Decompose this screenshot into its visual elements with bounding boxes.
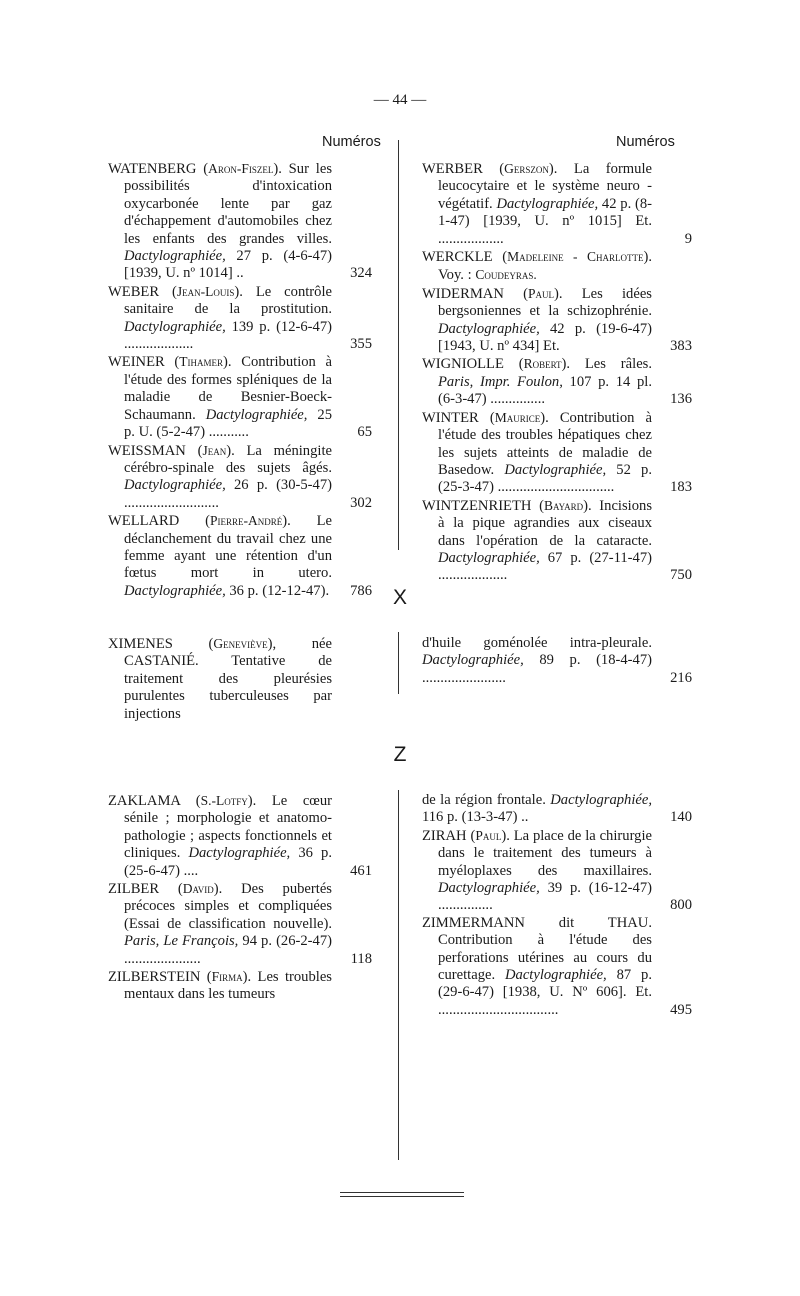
entry-details: 36 p. (12-12-47). bbox=[225, 582, 330, 599]
entry-number: 461 bbox=[350, 862, 372, 879]
entry-title: , née CASTANIÉ. Tentative de traitement des pleurésies purulentes tuberculeuses par injections bbox=[124, 636, 332, 722]
author-surname: WELLARD bbox=[108, 513, 180, 530]
bibliography-entry: WIGNIOLLE (Robert). Les râles. Paris, Impr. Foulon, 107 p. 14 pl. (6-3-47) ............... 136 bbox=[422, 356, 692, 408]
entry-number: 302 bbox=[350, 494, 372, 511]
section-letter: Z bbox=[393, 743, 407, 766]
entry-title: . Le contrôle sanitaire de la prostitution. bbox=[124, 283, 333, 318]
bibliography-entry: ZILBER (David). Des pubertés précoces simples et compliquées (Essai de classification nouvelle). Paris, Le François, 94 p. (26-2-47) ..................... 118 bbox=[108, 881, 372, 967]
entry-publication: Dactylographiée, bbox=[124, 477, 226, 494]
entry-title: . Incisions à la pique agrandies aux ciseaux dans l'opération de la cataracte. bbox=[438, 497, 652, 549]
author-given-name: Robert bbox=[523, 356, 562, 372]
entry-title: . Contribution à l'étude des formes spléniques de la maladie de Besnier-Boeck-Schaumann. bbox=[124, 354, 332, 423]
bibliography-entry: WEINER (Tihamer). Contribution à l'étude des formes spléniques de la maladie de Besnier-Boeck-Schaumann. Dactylographiée, 25 p. U. (5-2-47) ........... 65 bbox=[108, 354, 372, 441]
entry-number: 216 bbox=[670, 669, 692, 686]
bibliography-entry: WERCKLE (Madeleine - Charlotte). Voy. : Coudeyras. bbox=[422, 249, 652, 284]
author-given-name: Maurice bbox=[494, 409, 541, 425]
entry-publication: Paris, Impr. Foulon, bbox=[438, 373, 563, 390]
author-given-name: Firma bbox=[211, 969, 243, 985]
entry-details: 25 p. U. (5-2-47) ........... bbox=[124, 406, 332, 441]
entry-number: 355 bbox=[350, 336, 372, 353]
author-given-name: Aron-Fiszel bbox=[208, 161, 274, 176]
entry-publication: Dactylographiée, bbox=[124, 248, 226, 265]
entry-details: 27 p. (4-6-47) [1939, U. nº 1014] .. bbox=[124, 248, 332, 282]
author-surname: ZIRAH bbox=[422, 827, 467, 844]
entry-title: . Contribution à l'étude des perforations utérines au cours du curettage. bbox=[438, 914, 652, 984]
entry-title: de la région frontale. bbox=[422, 792, 551, 808]
entry-details: 139 p. (12-6-47) ................... bbox=[124, 318, 332, 353]
column-right bbox=[422, 160, 692, 585]
footer-rule bbox=[340, 1192, 464, 1193]
entry-publication: Dactylographiée, bbox=[422, 652, 524, 669]
entry-title: . Les râles. bbox=[566, 356, 652, 373]
bibliography-entry: WERBER (Gerszon). La formule leucocytaire et le système neuro - végétatif. Dactylographiée, 42 p. (8-1-47) [1939, U. nº 1015] Et. .................. 9 bbox=[422, 161, 692, 247]
author-given-name: Jean bbox=[202, 442, 227, 458]
entry-details: 116 p. (13-3-47) .. bbox=[422, 809, 529, 826]
entry-number: 140 bbox=[670, 809, 692, 826]
author-surname: WIDERMAN bbox=[422, 285, 504, 302]
entry-title: d'huile goménolée intra-pleurale. bbox=[422, 635, 652, 651]
entry-number: 324 bbox=[350, 265, 372, 282]
entry-number: 136 bbox=[670, 391, 692, 408]
author-given-name: David bbox=[182, 881, 214, 897]
bibliography-entry: WATENBERG (Aron-Fiszel). Sur les possibilités d'intoxication oxycarbonée lente par gaz d'échappement d'automobiles chez les enfants des grandes villes. Dactylographiée, 27 p. (4-6-47) [1939, U. nº 1014] .. 324 bbox=[108, 161, 372, 282]
author-surname: WINTER bbox=[422, 409, 479, 426]
entry-details: 67 p. (27-11-47) ................... bbox=[438, 549, 652, 584]
entry-number: 9 bbox=[684, 230, 692, 247]
entry-details: 107 p. 14 pl. (6-3-47) ............... bbox=[438, 373, 652, 408]
author-surname: ZILBERSTEIN bbox=[108, 969, 201, 986]
entry-title: . Contribution à l'étude des troubles hépatiques chez les sujets atteints de maladie de Basedow. bbox=[438, 409, 652, 478]
entry-details: 26 p. (30-5-47) .......................... bbox=[124, 477, 332, 511]
entry-number: 383 bbox=[670, 338, 692, 355]
bibliography-entry: WINTER (Maurice). Contribution à l'étude des troubles hépatiques chez les sujets atteints de maladie de Basedow. Dactylographiée, 52 p. (25-3-47) ................................ 183 bbox=[422, 409, 692, 496]
author-given-name: Bayard bbox=[543, 497, 584, 513]
entry-title: . La place de la chirurgie dans le traitement des tumeurs à myéloplaxes des maxillaires. bbox=[438, 827, 652, 879]
entry-publication: Dactylographiée, bbox=[504, 461, 607, 478]
author-given-name: Tihamer bbox=[179, 354, 224, 370]
author-given-name: S.-Lotfy bbox=[200, 793, 248, 808]
author-surname: XIMENES bbox=[108, 636, 173, 652]
entry-publication: Dactylographiée, bbox=[438, 880, 540, 897]
author-surname: WINTZENRIETH bbox=[422, 497, 532, 514]
bibliography-entry: ZIRAH (Paul). La place de la chirurgie dans le traitement des tumeurs à myéloplaxes des maxillaires. Dactylographiée, 39 p. (16-12-47) ............... 800 bbox=[422, 827, 692, 914]
author-given-name: Jean-Louis bbox=[176, 283, 235, 299]
author-given-name: Madeleine - Charlotte bbox=[507, 249, 644, 265]
column-left bbox=[108, 635, 372, 723]
entry-number: 800 bbox=[670, 897, 692, 914]
entry-title: . Sur les possibilités d'intoxication oxycarbonée lente par gaz d'échappement d'automobiles chez les enfants des grandes villes. bbox=[124, 161, 332, 247]
entry-number: 183 bbox=[670, 479, 692, 496]
bibliography-entry: WIDERMAN (Paul). Les idées bergsoniennes et la schizophrénie. Dactylographiée, 42 p. (19-6-47) [1943, U. nº 434] Et. 383 bbox=[422, 285, 692, 355]
entry-details: 36 p. (25-6-47) .... bbox=[124, 845, 332, 879]
bibliography-entry: ZILBERSTEIN (Firma). Les troubles mentaux dans les tumeurs bbox=[108, 969, 332, 1003]
author-surname: WERCKLE bbox=[422, 249, 493, 266]
author-surname: ZAKLAMA bbox=[108, 793, 181, 809]
author-surname: WEISSMAN bbox=[108, 442, 186, 459]
entry-publication: Dactylographiée, bbox=[124, 318, 226, 335]
bibliography-entry: ZAKLAMA (S.-Lotfy). Le cœur sénile ; morphologie et anatomo-pathologie ; aspects fonctionnels et cliniques. Dactylographiée, 36 p. (25-6-47) .... 461 bbox=[108, 793, 372, 879]
author-surname: WERBER bbox=[422, 161, 483, 177]
author-surname: ZILBER bbox=[108, 881, 160, 898]
entry-title: . Des pubertés précoces simples et compliquées (Essai de classification nouvelle). bbox=[124, 881, 332, 932]
entry-details: 89 p. (18-4-47) ....................... bbox=[422, 652, 652, 686]
entry-title: . Les troubles mentaux dans les tumeurs bbox=[124, 969, 332, 1003]
column-right bbox=[422, 635, 692, 687]
author-surname: WEINER bbox=[108, 354, 165, 371]
entry-publication: Dactylographiée, bbox=[188, 845, 291, 862]
author-surname: WEBER bbox=[108, 283, 160, 300]
author-surname: WIGNIOLLE bbox=[422, 356, 504, 373]
entry-details: Coudeyras. bbox=[475, 267, 537, 283]
author-surname: WATENBERG bbox=[108, 161, 197, 177]
footer-rule bbox=[340, 1196, 464, 1197]
entry-publication: Dactylographiée, bbox=[438, 549, 540, 566]
entry-details: 39 p. (16-12-47) ............... bbox=[438, 880, 652, 914]
entry-number: 65 bbox=[357, 424, 372, 441]
column-right bbox=[422, 792, 692, 1019]
bibliography-entry: WEBER (Jean-Louis). Le contrôle sanitaire de la prostitution. Dactylographiée, 139 p. (12-6-47) ................... 355 bbox=[108, 283, 372, 353]
column-divider bbox=[398, 790, 399, 1160]
author-given-name: Paul bbox=[475, 827, 502, 843]
bibliography-entry bbox=[422, 635, 692, 687]
column-left bbox=[108, 792, 372, 1004]
entry-title: . Voy. : bbox=[438, 249, 652, 284]
bibliography-entry bbox=[422, 792, 692, 827]
column-header-right: Numéros bbox=[616, 134, 675, 150]
entry-number: 495 bbox=[670, 1001, 692, 1018]
entry-details: 42 p. (8-1-47) [1939, U. nº 1015] Et. .................. bbox=[438, 195, 652, 247]
entry-publication: Dactylographiée, bbox=[550, 792, 652, 808]
author-surname: ZIMMERMANN dit THAU bbox=[422, 914, 649, 931]
entry-title: . La méningite cérébro-spinale des sujets âgés. bbox=[124, 442, 332, 476]
entry-details: 87 p. (29-6-47) [1938, U. Nº 606]. Et. ................................. bbox=[438, 967, 652, 1018]
bibliography-entry: WELLARD (Pierre-André). Le déclanchement du travail chez une femme ayant une rétention d'un fœtus mort in utero. Dactylographiée, 36 p. (12-12-47). 786 bbox=[108, 513, 372, 599]
section-letter: X bbox=[392, 586, 407, 609]
entry-title: . Le déclanchement du travail chez une femme ayant une rétention d'un fœtus mort in utero. bbox=[124, 513, 332, 582]
entry-publication: Dactylographiée, bbox=[438, 320, 540, 337]
entry-number: 750 bbox=[670, 567, 692, 584]
column-left bbox=[108, 160, 372, 600]
author-given-name: Pierre-André bbox=[210, 513, 283, 529]
author-given-name: Geneviève bbox=[213, 636, 268, 651]
entry-number: 118 bbox=[350, 950, 372, 967]
entry-title: . Les idées bergsoniennes et la schizophrénie. bbox=[438, 285, 652, 320]
entry-publication: Paris, Le François, bbox=[124, 933, 239, 950]
entry-publication: Dactylographiée, bbox=[205, 406, 308, 423]
author-given-name: Paul bbox=[527, 285, 554, 301]
bibliography-entry bbox=[422, 915, 692, 1019]
bibliography-entry: XIMENES (Geneviève), née CASTANIÉ. Tentative de traitement des pleurésies purulentes tuberculeuses par injections bbox=[108, 636, 332, 722]
column-divider bbox=[398, 140, 399, 550]
column-divider bbox=[398, 632, 399, 694]
entry-title: . Le cœur sénile ; morphologie et anatomo-pathologie ; aspects fonctionnels et cliniques. bbox=[124, 793, 332, 862]
entry-publication: Dactylographiée, bbox=[496, 195, 599, 212]
entry-number: 786 bbox=[350, 582, 372, 599]
bibliography-entry: WINTZENRIETH (Bayard). Incisions à la pique agrandies aux ciseaux dans l'opération de la cataracte. Dactylographiée, 67 p. (27-11-47) ................... 750 bbox=[422, 497, 692, 584]
entry-details: 42 p. (19-6-47) [1943, U. nº 434] Et. bbox=[438, 320, 652, 355]
column-header-left: Numéros bbox=[322, 134, 381, 150]
bibliography-entry: WEISSMAN (Jean). La méningite cérébro-spinale des sujets âgés. Dactylographiée, 26 p. (30-5-47) .......................... 302 bbox=[108, 442, 372, 511]
author-given-name: Gerszon bbox=[504, 161, 549, 176]
entry-details: 94 p. (26-2-47) ..................... bbox=[124, 933, 332, 967]
page-number: — 44 — bbox=[373, 92, 427, 108]
entry-title: . La formule leucocytaire et le système neuro - végétatif. bbox=[438, 161, 652, 212]
entry-details: 52 p. (25-3-47) ................................ bbox=[438, 461, 652, 496]
entry-publication: Dactylographiée, bbox=[504, 967, 607, 984]
entry-publication: Dactylographiée, bbox=[124, 582, 226, 599]
